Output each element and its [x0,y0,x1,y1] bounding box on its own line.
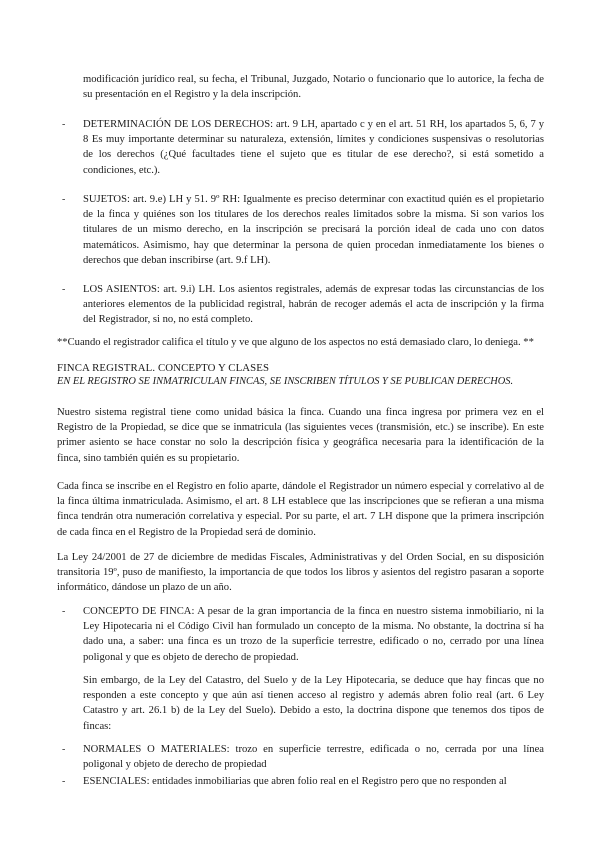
item-normales-materiales: NORMALES O MATERIALES: trozo en superficie terrestre, edificada o no, cerrada por una línea poligonal y objeto de derecho de propiedad [83,744,544,771]
paragraph-unidad-basica: Nuestro sistema registral tiene como unidad básica la finca. Cuando una finca ingresa por primera vez en el Registro de la Propiedad, se dice que se inmatricula (las siguientes veces (transmisión, etc.) se inscribe). En este primer asiento se hace constar no solo la descripción física y geográfica necesaria para la identificación de la finca, sino también quién es su propietario. [57,407,544,464]
bullet-dash: - [62,606,66,617]
continuation-paragraph: modificación jurídico real, su fecha, el Tribunal, Juzgado, Notario o funcionario que lo autorice, la fecha de su presentación en el Registro y la dela inscripción. [83,74,544,101]
paragraph-folio-aparte: Cada finca se inscribe en el Registro en folio aparte, dándole el Registrador un número especial y correlativo al de la finca última inmatriculada. Asimismo, el art. 8 LH establece que las inscripciones que se refieran a una misma finca tendrán otra numeración correlativa y especial. Por su parte, el art. 7 LH dispone que la primera inscripción de cada finca en el Registro de la Propiedad será de dominio. [57,481,544,538]
section-subtitle: EN EL REGISTRO SE INMATRICULAN FINCAS, SE INSCRIBEN TÍTULOS Y SE PUBLICAN DERECHOS. [57,376,514,387]
registrar-note: **Cuando el registrador califica el título y ve que alguno de los aspectos no está demasiado claro, lo deniega. ** [57,337,534,348]
concepto-continuation: Sin embargo, de la Ley del Catastro, del Suelo y de la Ley Hipotecaria, se deduce que hay fincas que no responden a este concepto y que aún así tienen acceso al registro y además abren folio real (art. 6 Ley Catastro y art. 26.1 b) de la Ley del Suelo). Debido a esto, la doctrina dispone que tenemos dos tipos de fincas: [83,675,544,732]
bullet-dash: - [62,776,66,787]
section-title: FINCA REGISTRAL. CONCEPTO Y CLASES [57,362,270,374]
item-esenciales: ESENCIALES: entidades inmobiliarias que abren folio real en el Registro pero que no responden al [83,776,507,787]
bullet-dash: - [62,284,66,295]
paragraph-ley-24-2001: La Ley 24/2001 de 27 de diciembre de medidas Fiscales, Administrativas y del Orden Social, en su disposición transitoria 19º, puso de manifiesto, la importancia de que todos los libros y asientos del registro pasaran a soporte informático, dándose un plazo de un año. [57,552,544,594]
bullet-dash: - [62,744,66,755]
bullet-dash: - [62,119,66,130]
bullet-dash: - [62,194,66,205]
item-determinacion-derechos: DETERMINACIÓN DE LOS DERECHOS: art. 9 LH, apartado c y en el art. 51 RH, los apartados 5, 6, 7 y 8 Es muy importante determinar su naturaleza, extensión, límites y condiciones suspensivas o resolutorias de los derechos (¿Qué facultades tiene el sujeto que es titular de ese derecho?, si está sometido a condiciones, etc.). [83,119,544,176]
item-sujetos: SUJETOS: art. 9.e) LH y 51. 9º RH: Igualmente es preciso determinar con exactitud quién es el propietario de la finca y quiénes son los titulares de los derechos reales limitados sobre la misma. Si son varios los titulares de un mismo derecho, en la inscripción se precisará la porción ideal de cada uno con datos matemáticos. Asimismo, hay que determinar la persona de quien procedan inmediatamente los bienes o derechos que deban inscribirse (art. 9.f LH). [83,194,544,266]
item-concepto-finca: CONCEPTO DE FINCA: A pesar de la gran importancia de la finca en nuestro sistema inmobiliario, ni la Ley Hipotecaria ni el Código Civil han formulado un concepto de la misma. No obstante, la doctrina sí ha dado una, a saber: una finca es un trozo de la superficie terrestre, edificado o no, cerrado por una línea poligonal y que es objeto de derecho de propiedad. [83,606,544,663]
item-asientos: LOS ASIENTOS: art. 9.i) LH. Los asientos registrales, además de expresar todas las circunstancias de los anteriores elementos de la publicidad registral, habrán de recoger además el acta de inscripción y la firma del Registrador, si no, no está completo. [83,284,544,326]
